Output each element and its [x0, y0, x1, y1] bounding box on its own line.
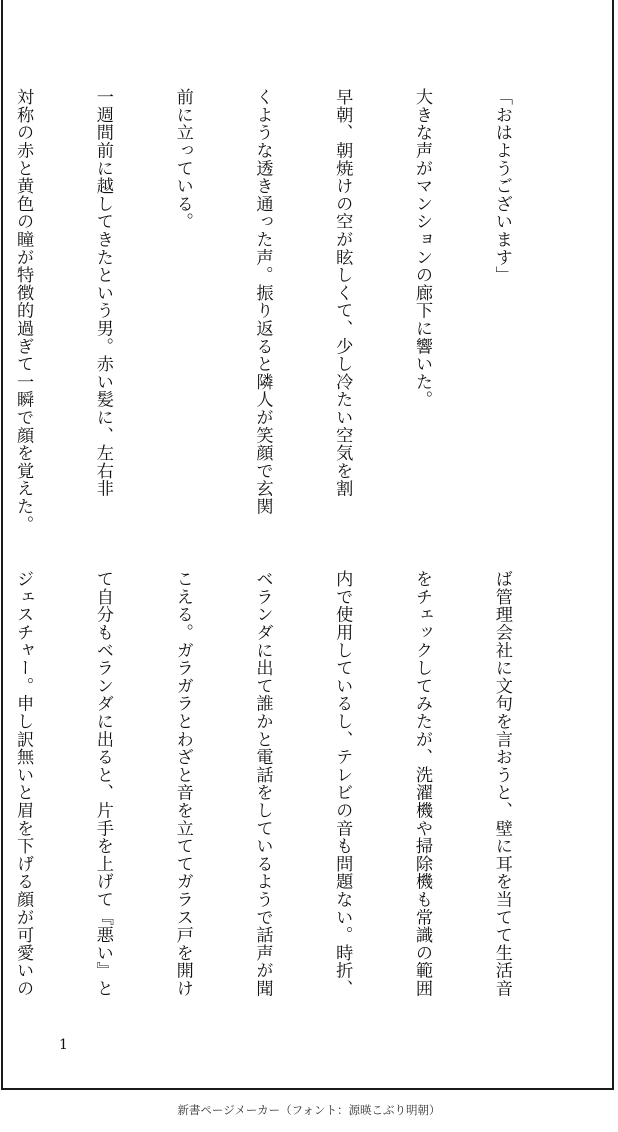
text-line: 早朝、朝焼けの空が眩しくて、少し冷たい空気を割	[332, 88, 353, 498]
text-line: 内で使用しているし、テレビの音も問題ない。時折、	[332, 570, 353, 998]
page-number: 1	[59, 1037, 68, 1053]
upper-text-block	[0, 88, 568, 533]
text-line: ベランダに出て誰かと電話をしているようで話声が聞	[252, 570, 273, 998]
footer-caption: 新書ページメーカー（フォント：源暎こぶり明朝）	[177, 1103, 441, 1117]
text-line: をチェックしてみたが、洗濯機や掃除機も常識の範囲	[412, 570, 433, 998]
text-line: ば管理会社に文句を言おうと、壁に耳を当てて生活音	[491, 570, 512, 998]
text-line: て自分もベランダに出ると、片手を上げて『悪い』と	[92, 570, 113, 998]
lower-text-block	[0, 570, 568, 1010]
text-line: 対称の赤と黄色の瞳が特徴的過ぎて一瞬で顔を覚えた。	[13, 88, 34, 533]
text-line: ジェスチャー。申し訳無いと眉を下げる顔が可愛いの	[13, 570, 34, 998]
text-line: こえる。ガラガラとわざと音を立ててガラス戸を開け	[172, 570, 193, 998]
text-line: 「おはようございます」	[491, 88, 512, 284]
text-line: くような透き通った声。振り返ると隣人が笑顔で玄関	[252, 88, 273, 516]
text-line: 大きな声がマンションの廊下に響いた。	[412, 88, 433, 409]
text-line: 前に立っている。	[172, 88, 193, 231]
text-line: 一週間前に越してきたという男。赤い髪に、左右非	[92, 88, 113, 498]
